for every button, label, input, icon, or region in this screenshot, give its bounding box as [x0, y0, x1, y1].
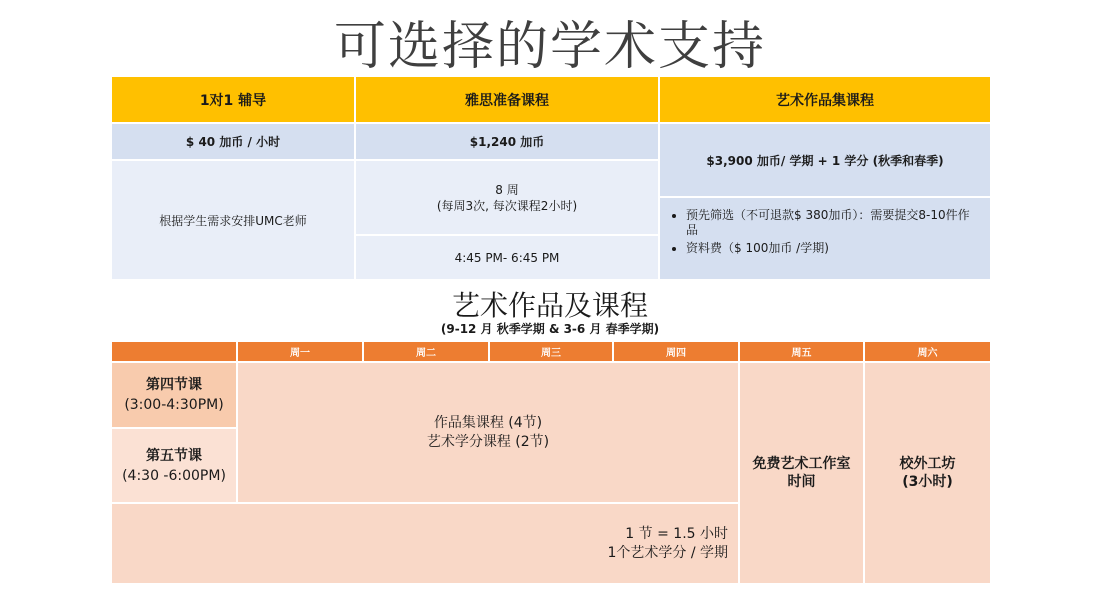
day-saturday: 周六 — [865, 342, 990, 361]
period-4-time: (3:00-4:30PM) — [124, 397, 224, 413]
saturday-workshop-cell — [865, 363, 990, 583]
weekday-courses-cell — [238, 363, 738, 502]
tutoring-description: 根据学生需求安排UMC老师 — [112, 161, 354, 279]
header-ielts: 雅思准备课程 — [356, 77, 658, 122]
schedule-subtitle: (9-12 月 秋季学期 & 3-6 月 春季学期) — [440, 321, 660, 336]
day-thursday: 周四 — [614, 342, 738, 361]
ielts-frequency: (每周3次, 每次课程2小时) — [436, 198, 578, 213]
friday-studio-cell — [740, 363, 863, 583]
tutoring-price: $ 40 加币 / 小时 — [112, 124, 354, 159]
schedule-corner-cell — [112, 342, 236, 361]
day-wednesday: 周三 — [490, 342, 612, 361]
friday-studio-line2: 时间 — [787, 474, 816, 490]
ielts-duration-cell — [356, 161, 658, 234]
ielts-price: $1,240 加币 — [356, 124, 658, 159]
header-portfolio: 艺术作品集课程 — [660, 77, 990, 122]
course-portfolio: 作品集课程 (4节) — [433, 414, 543, 431]
course-art-credit: 艺术学分课程 (2节) — [426, 433, 550, 450]
portfolio-note: • 预先筛选（不可退款$ 380加币）：需要提交8-10件作品 — [686, 208, 980, 238]
ielts-time: 4:45 PM- 6:45 PM — [356, 236, 658, 279]
friday-studio-line1: 免费艺术工作室 — [752, 456, 851, 472]
saturday-workshop-line1: 校外工坊 — [899, 456, 956, 472]
day-tuesday: 周二 — [364, 342, 488, 361]
credit-notes-cell — [112, 504, 738, 583]
portfolio-notes — [660, 198, 990, 279]
portfolio-price: $3,900 加币/ 学期 + 1 学分 (秋季和春季) — [660, 124, 990, 196]
period-4-cell — [112, 363, 236, 427]
day-monday: 周一 — [238, 342, 362, 361]
period-5-time: (4:30 -6:00PM) — [122, 467, 226, 484]
header-tutoring: 1对1 辅导 — [112, 77, 354, 122]
period-4-name: 第四节课 — [146, 377, 202, 393]
saturday-workshop-line2: (3小时) — [902, 474, 953, 490]
page-title: 可选择的学术支持 — [333, 16, 766, 77]
day-friday: 周五 — [740, 342, 863, 361]
portfolio-note: • 资料费（$ 100加币 /学期) — [686, 241, 980, 256]
credit-note-session: 1 节 = 1.5 小时 — [625, 525, 728, 542]
period-5-name: 第五节课 — [146, 447, 202, 464]
ielts-duration: 8 周 — [495, 182, 519, 197]
schedule-title: 艺术作品及课程 — [451, 289, 648, 322]
period-5-cell — [112, 429, 236, 502]
credit-note-credit: 1个艺术学分 / 学期 — [607, 544, 728, 561]
